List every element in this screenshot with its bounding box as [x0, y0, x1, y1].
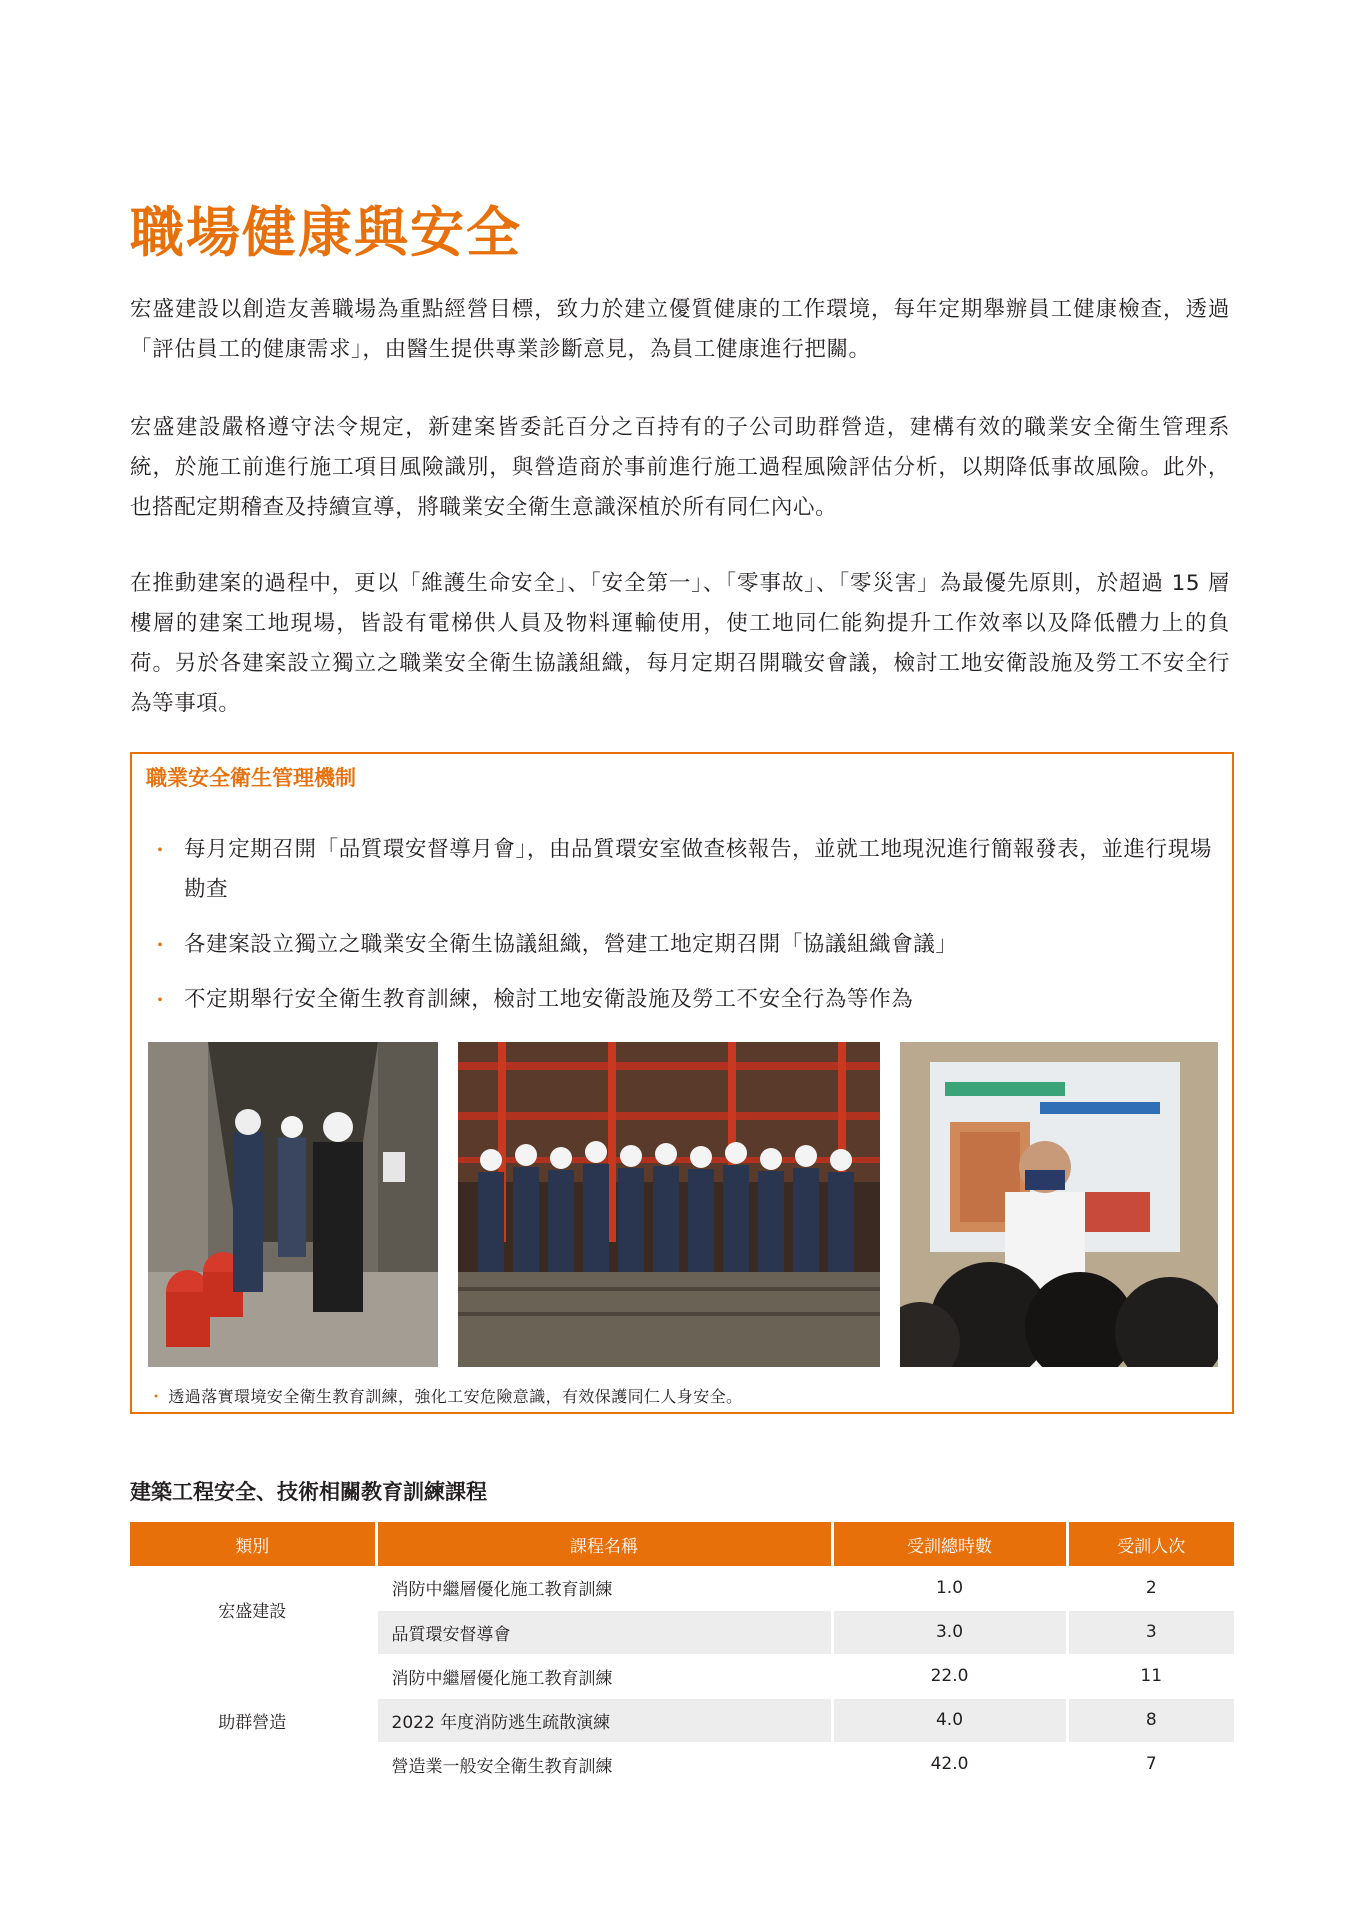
intro-paragraph-safety-system: 宏盛建設嚴格遵守法令規定，新建案皆委託百分之百持有的子公司助群營造，建構有效的職業安全衛生管理系統，於施工前進行施工項目風險識別，與營造商於事前進行施工過程風險評估分析，以期降低事故風險。此外，也搭配定期稽查及持續宣導，將職業安全衛生意識深植於所有同仁內心。: [130, 415, 1230, 520]
photo-training-presentation: [900, 1042, 1218, 1367]
hours-cell: 4.0: [832, 1698, 1067, 1742]
hours-cell: 1.0: [832, 1566, 1067, 1610]
photo-site-group: [458, 1042, 880, 1367]
page-title: 職場健康與安全: [130, 201, 522, 264]
photo-site-corridor: [148, 1042, 438, 1367]
mechanism-item: ・ 各建案設立獨立之職業安全衛生協議組織，營建工地定期召開「協議組織會議」: [152, 925, 1212, 965]
safety-mechanism-box: [130, 752, 1234, 1414]
hours-cell: 22.0: [832, 1654, 1067, 1698]
table-row: [130, 1566, 1234, 1610]
table-title: 建築工程安全、技術相關教育訓練課程: [130, 1480, 487, 1504]
photo-caption: [148, 1384, 742, 1407]
course-name-cell: 2022 年度消防逃生疏散演練: [376, 1698, 832, 1742]
header-course-name: 課程名稱: [376, 1522, 832, 1566]
table-row: [130, 1654, 1234, 1698]
caption-text: 透過落實環境安全衛生教育訓練，強化工安危險意識，有效保護同仁人身安全。: [168, 1387, 743, 1406]
header-participants: 受訓人次: [1067, 1522, 1234, 1566]
count-cell: 8: [1067, 1698, 1234, 1742]
count-cell: 2: [1067, 1566, 1234, 1610]
caption-bullet: ・: [148, 1387, 165, 1406]
header-category: 類別: [130, 1522, 376, 1566]
intro-paragraph-health: 宏盛建設以創造友善職場為重點經營目標，致力於建立優質健康的工作環境，每年定期舉辦員工健康檢查，透過「評估員工的健康需求」，由醫生提供專業診斷意見，為員工健康進行把關。: [130, 297, 1230, 362]
hours-cell: 42.0: [832, 1742, 1067, 1786]
mechanism-item: ・ 不定期舉行安全衛生教育訓練，檢討工地安衛設施及勞工不安全行為等作為: [152, 980, 1212, 1020]
category-cell: 助群營造: [130, 1654, 376, 1786]
course-name-cell: 品質環安督導會: [376, 1610, 832, 1654]
course-name-cell: 消防中繼層優化施工教育訓練: [376, 1654, 832, 1698]
mechanism-list: [152, 830, 1212, 1035]
count-cell: 3: [1067, 1610, 1234, 1654]
count-cell: 7: [1067, 1742, 1234, 1786]
mechanism-item: ・ 每月定期召開「品質環安督導月會」，由品質環安室做查核報告，並就工地現況進行簡報發表，並進行現場勘查: [152, 830, 1212, 910]
training-courses-table: [130, 1522, 1234, 1787]
header-total-hours: 受訓總時數: [832, 1522, 1067, 1566]
course-name-cell: 消防中繼層優化施工教育訓練: [376, 1566, 832, 1610]
count-cell: 11: [1067, 1654, 1234, 1698]
box-title: 職業安全衛生管理機制: [146, 766, 356, 790]
course-name-cell: 營造業一般安全衛生教育訓練: [376, 1742, 832, 1786]
category-cell: 宏盛建設: [130, 1566, 376, 1654]
intro-paragraph-principles: 在推動建案的過程中，更以「維護生命安全」、「安全第一」、「零事故」、「零災害」為最優先原則，於超過 15 層樓層的建案工地現場，皆設有電梯供人員及物料運輸使用，使工地同仁能夠提升工作效率以及降低體力上的負荷。另於各建案設立獨立之職業安全衛生協議組織，每月定期召開職安會議，檢討工地安衛設施及勞工不安全行為等事項。: [130, 571, 1230, 716]
hours-cell: 3.0: [832, 1610, 1067, 1654]
table-header-row: [130, 1522, 1234, 1566]
